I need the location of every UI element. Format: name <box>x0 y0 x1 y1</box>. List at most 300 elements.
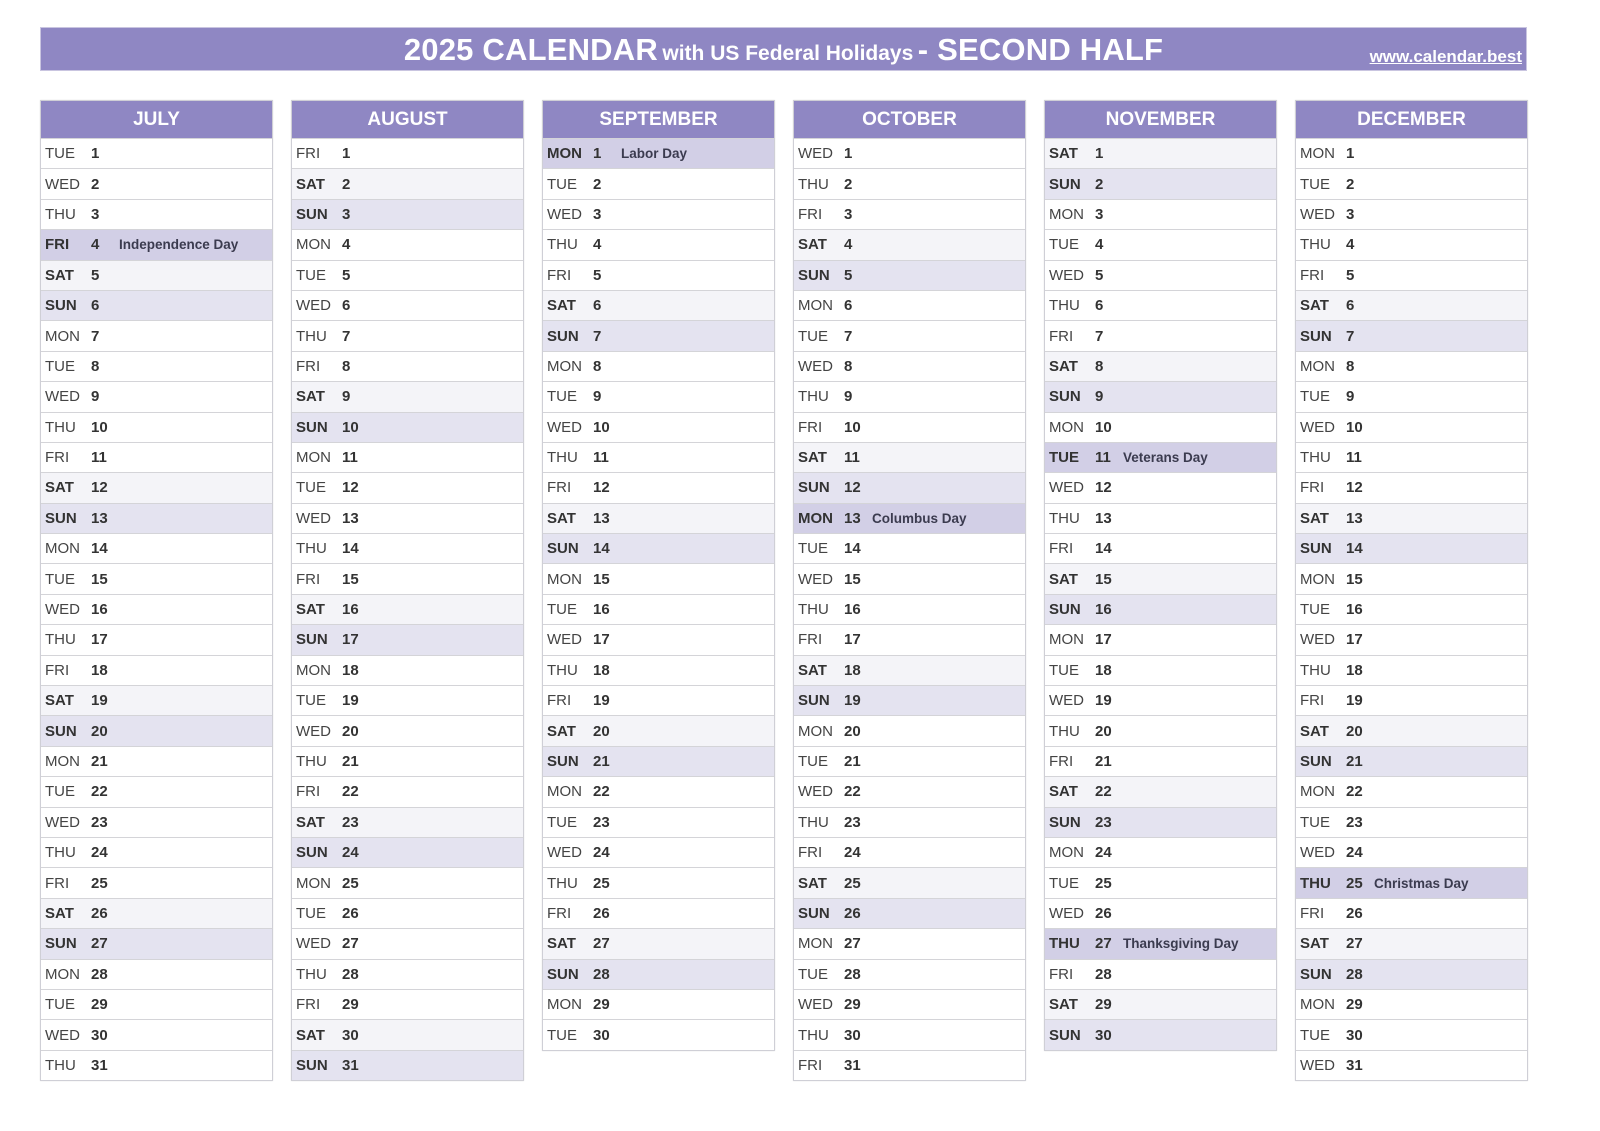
day-number: 23 <box>844 813 861 831</box>
weekday-label: FRI <box>1049 753 1074 770</box>
weekday-label: MON <box>45 540 80 558</box>
weekday-label: FRI <box>798 631 823 649</box>
day-number: 1 <box>593 145 602 163</box>
day-number: 21 <box>844 753 861 770</box>
day-number: 13 <box>91 509 108 527</box>
day-number: 1 <box>342 145 351 163</box>
day-row <box>543 959 774 989</box>
day-number: 1 <box>844 145 853 163</box>
weekday-label: FRI <box>296 145 321 163</box>
day-row <box>1296 898 1527 928</box>
day-row <box>292 381 523 411</box>
day-row <box>1296 412 1527 442</box>
weekday-label: WED <box>1300 205 1335 223</box>
weekday-label: WED <box>547 844 582 862</box>
day-row <box>1296 229 1527 259</box>
day-row <box>543 351 774 381</box>
weekday-label: MON <box>547 145 582 163</box>
day-row <box>292 685 523 715</box>
day-number: 6 <box>844 297 853 315</box>
day-row <box>1045 867 1276 897</box>
day-number: 15 <box>91 570 108 588</box>
holiday-row <box>794 503 1025 533</box>
weekday-label: TUE <box>1049 236 1079 254</box>
day-number: 30 <box>1095 1026 1112 1044</box>
day-row <box>1296 472 1527 502</box>
day-number: 2 <box>91 175 100 193</box>
day-row <box>794 442 1025 472</box>
day-number: 9 <box>1095 388 1104 406</box>
day-row <box>543 594 774 624</box>
weekday-label: SAT <box>1049 145 1078 163</box>
day-number: 7 <box>91 327 100 345</box>
weekday-label: WED <box>45 813 80 831</box>
day-number: 2 <box>1346 175 1355 193</box>
weekday-label: SUN <box>296 205 328 223</box>
weekday-label: FRI <box>296 996 321 1014</box>
day-row <box>1045 290 1276 320</box>
day-row <box>1045 837 1276 867</box>
day-number: 16 <box>91 601 108 619</box>
weekday-label: WED <box>1049 904 1084 922</box>
day-number: 18 <box>1346 661 1363 679</box>
holiday-row <box>1045 928 1276 958</box>
day-number: 29 <box>1095 996 1112 1014</box>
weekday-label: MON <box>798 935 833 953</box>
weekday-label: SAT <box>547 935 576 953</box>
day-number: 22 <box>342 783 359 801</box>
day-number: 8 <box>593 357 602 375</box>
day-number: 7 <box>1346 327 1355 345</box>
day-number: 25 <box>91 874 108 892</box>
day-row <box>41 989 272 1019</box>
weekday-label: FRI <box>45 449 70 467</box>
weekday-label: TUE <box>1300 601 1330 619</box>
weekday-label: WED <box>798 145 833 163</box>
weekday-label: SAT <box>547 722 576 740</box>
weekday-label: THU <box>45 418 76 436</box>
day-row <box>292 594 523 624</box>
day-number: 24 <box>91 844 108 862</box>
day-row <box>1045 898 1276 928</box>
weekday-label: TUE <box>547 175 577 193</box>
day-row <box>1045 199 1276 229</box>
day-row <box>1296 624 1527 654</box>
weekday-label: TUE <box>45 357 75 375</box>
weekday-label: TUE <box>296 692 326 710</box>
day-number: 4 <box>844 236 853 254</box>
day-number: 6 <box>91 297 100 315</box>
weekday-label: SUN <box>1049 601 1081 619</box>
weekday-label: THU <box>798 175 829 193</box>
day-row <box>543 472 774 502</box>
day-row <box>41 898 272 928</box>
day-number: 13 <box>593 509 610 527</box>
day-row <box>41 959 272 989</box>
day-row <box>1296 381 1527 411</box>
day-number: 26 <box>1095 904 1112 922</box>
day-number: 5 <box>1346 266 1355 284</box>
day-row <box>41 594 272 624</box>
day-number: 2 <box>593 175 602 193</box>
weekday-label: SAT <box>296 1026 325 1044</box>
day-row <box>41 1019 272 1049</box>
weekday-label: THU <box>798 1026 829 1044</box>
day-row <box>292 351 523 381</box>
weekday-label: SUN <box>1049 813 1081 831</box>
weekday-label: THU <box>798 388 829 406</box>
weekday-label: MON <box>798 297 833 315</box>
day-row <box>1045 381 1276 411</box>
day-row <box>41 442 272 472</box>
weekday-label: THU <box>1049 297 1080 315</box>
weekday-label: MON <box>1300 357 1335 375</box>
day-row <box>543 1019 774 1049</box>
weekday-label: TUE <box>798 327 828 345</box>
day-number: 7 <box>844 327 853 345</box>
day-row <box>543 290 774 320</box>
day-number: 8 <box>844 357 853 375</box>
holiday-name: Labor Day <box>621 146 688 162</box>
day-number: 25 <box>1346 874 1363 892</box>
day-row <box>41 472 272 502</box>
day-number: 6 <box>1346 297 1355 315</box>
day-number: 24 <box>1346 844 1363 862</box>
weekday-label: SUN <box>1300 327 1332 345</box>
weekday-label: WED <box>798 570 833 588</box>
day-row <box>1045 807 1276 837</box>
day-number: 11 <box>1095 449 1111 467</box>
title-dash: - <box>917 32 938 67</box>
day-number: 25 <box>342 874 359 892</box>
weekday-label: THU <box>1300 449 1331 467</box>
day-number: 10 <box>844 418 861 436</box>
day-number: 23 <box>342 813 359 831</box>
day-number: 25 <box>1095 874 1112 892</box>
weekday-label: SAT <box>1049 570 1078 588</box>
day-row <box>1296 1019 1527 1049</box>
weekday-label: WED <box>296 297 331 315</box>
day-row <box>794 746 1025 776</box>
weekday-label: WED <box>1049 266 1084 284</box>
day-number: 28 <box>1095 965 1112 983</box>
weekday-label: TUE <box>798 753 828 770</box>
day-number: 15 <box>593 570 610 588</box>
day-number: 24 <box>1095 844 1112 862</box>
month-july <box>40 100 273 1081</box>
weekday-label: TUE <box>1300 1026 1330 1044</box>
day-number: 8 <box>1346 357 1355 375</box>
day-number: 14 <box>342 540 359 558</box>
day-row <box>292 867 523 897</box>
weekday-label: THU <box>296 327 327 345</box>
day-number: 19 <box>342 692 359 710</box>
weekday-label: SAT <box>798 661 827 679</box>
day-row <box>292 229 523 259</box>
day-number: 28 <box>91 965 108 983</box>
day-row <box>1296 807 1527 837</box>
day-row <box>292 412 523 442</box>
day-row <box>1045 594 1276 624</box>
weekday-label: SAT <box>1049 357 1078 375</box>
weekday-label: MON <box>1300 996 1335 1014</box>
weekday-label: SUN <box>1049 1026 1081 1044</box>
day-row <box>1296 351 1527 381</box>
day-row <box>1045 320 1276 350</box>
day-row <box>794 533 1025 563</box>
weekday-label: FRI <box>45 874 70 892</box>
day-number: 26 <box>342 904 359 922</box>
day-number: 29 <box>91 996 108 1014</box>
weekday-label: WED <box>1049 479 1084 497</box>
weekday-label: THU <box>547 449 578 467</box>
day-number: 16 <box>1346 601 1363 619</box>
month-december <box>1295 100 1528 1081</box>
day-number: 27 <box>342 935 359 953</box>
holiday-name: Columbus Day <box>872 510 967 526</box>
day-row <box>543 624 774 654</box>
day-row <box>543 898 774 928</box>
day-number: 22 <box>1346 783 1363 801</box>
day-row <box>1296 168 1527 198</box>
day-row <box>1045 138 1276 168</box>
weekday-label: THU <box>798 813 829 831</box>
weekday-label: FRI <box>45 661 70 679</box>
weekday-label: WED <box>296 935 331 953</box>
weekday-label: TUE <box>1300 813 1330 831</box>
day-number: 16 <box>1095 601 1112 619</box>
day-row <box>1045 715 1276 745</box>
weekday-label: SUN <box>296 631 328 649</box>
weekday-label: SAT <box>45 904 74 922</box>
day-row <box>292 1050 523 1080</box>
month-header: DECEMBER <box>1296 101 1527 138</box>
day-number: 30 <box>844 1026 861 1044</box>
weekday-label: WED <box>1300 844 1335 862</box>
weekday-label: TUE <box>1049 874 1079 892</box>
holiday-name: Independence Day <box>119 237 239 253</box>
day-row <box>543 685 774 715</box>
day-number: 9 <box>1346 388 1355 406</box>
day-number: 6 <box>593 297 602 315</box>
weekday-label: THU <box>45 205 76 223</box>
weekday-label: TUE <box>296 266 326 284</box>
day-number: 14 <box>844 540 861 558</box>
weekday-label: FRI <box>1049 540 1074 558</box>
day-number: 1 <box>1095 145 1104 163</box>
day-row <box>292 776 523 806</box>
holiday-name: Christmas Day <box>1374 875 1469 891</box>
day-number: 1 <box>91 145 100 163</box>
day-number: 4 <box>91 236 100 254</box>
day-row <box>794 837 1025 867</box>
weekday-label: FRI <box>1300 266 1325 284</box>
day-number: 9 <box>91 388 100 406</box>
day-row <box>543 503 774 533</box>
weekday-label: SUN <box>296 418 328 436</box>
day-row <box>794 989 1025 1019</box>
weekday-label: MON <box>296 874 331 892</box>
day-row <box>41 837 272 867</box>
day-number: 27 <box>1095 935 1112 953</box>
weekday-label: SAT <box>1049 783 1078 801</box>
day-number: 5 <box>844 266 853 284</box>
day-row <box>292 1019 523 1049</box>
day-row <box>292 138 523 168</box>
weekday-label: MON <box>798 509 833 527</box>
day-row <box>543 381 774 411</box>
day-row <box>543 229 774 259</box>
weekday-label: SUN <box>547 753 579 770</box>
day-number: 18 <box>1095 661 1112 679</box>
weekday-label: SUN <box>798 904 830 922</box>
day-number: 19 <box>1095 692 1112 710</box>
day-row <box>1296 746 1527 776</box>
day-row <box>1296 1050 1527 1080</box>
day-row <box>292 898 523 928</box>
day-row <box>41 503 272 533</box>
day-number: 3 <box>844 205 853 223</box>
day-row <box>292 715 523 745</box>
day-row <box>41 138 272 168</box>
weekday-label: FRI <box>547 266 572 284</box>
day-row <box>1296 442 1527 472</box>
weekday-label: FRI <box>798 205 823 223</box>
day-row <box>1296 837 1527 867</box>
day-number: 16 <box>342 601 359 619</box>
day-number: 21 <box>1095 753 1112 770</box>
day-number: 24 <box>342 844 359 862</box>
holiday-name: Thanksgiving Day <box>1123 936 1239 952</box>
day-number: 20 <box>1346 722 1363 740</box>
weekday-label: WED <box>296 509 331 527</box>
weekday-label: MON <box>547 996 582 1014</box>
title-half: SECOND HALF <box>937 32 1164 67</box>
day-row <box>543 260 774 290</box>
website-link[interactable]: www.calendar.best <box>1369 47 1522 66</box>
day-number: 12 <box>91 479 108 497</box>
day-row <box>794 260 1025 290</box>
weekday-label: FRI <box>1049 965 1074 983</box>
day-row <box>1296 320 1527 350</box>
weekday-label: SAT <box>45 479 74 497</box>
day-number: 12 <box>593 479 610 497</box>
day-number: 25 <box>593 874 610 892</box>
weekday-label: FRI <box>798 418 823 436</box>
day-row <box>543 442 774 472</box>
day-row <box>543 168 774 198</box>
weekday-label: THU <box>45 1056 76 1074</box>
day-row <box>41 685 272 715</box>
day-row <box>1296 563 1527 593</box>
weekday-label: SUN <box>1300 753 1332 770</box>
weekday-label: SAT <box>296 813 325 831</box>
weekday-label: MON <box>1049 844 1084 862</box>
day-number: 30 <box>342 1026 359 1044</box>
day-number: 10 <box>593 418 610 436</box>
day-number: 15 <box>342 570 359 588</box>
day-row <box>1296 138 1527 168</box>
day-row <box>292 168 523 198</box>
day-number: 10 <box>1346 418 1363 436</box>
weekday-label: FRI <box>1300 479 1325 497</box>
weekday-label: WED <box>1300 418 1335 436</box>
day-row <box>41 260 272 290</box>
day-row <box>41 381 272 411</box>
day-row <box>1296 655 1527 685</box>
weekday-label: MON <box>798 722 833 740</box>
day-row <box>292 503 523 533</box>
weekday-label: TUE <box>798 540 828 558</box>
day-row <box>794 381 1025 411</box>
day-row <box>543 563 774 593</box>
weekday-label: MON <box>45 327 80 345</box>
weekday-label: FRI <box>547 904 572 922</box>
weekday-label: TUE <box>296 479 326 497</box>
day-row <box>1045 746 1276 776</box>
day-number: 3 <box>91 205 100 223</box>
day-number: 3 <box>1346 205 1355 223</box>
day-number: 5 <box>91 266 100 284</box>
weekday-label: SAT <box>1300 935 1329 953</box>
day-row <box>292 199 523 229</box>
day-number: 20 <box>1095 722 1112 740</box>
day-row <box>1045 472 1276 502</box>
month-header: NOVEMBER <box>1045 101 1276 138</box>
weekday-label: TUE <box>547 601 577 619</box>
day-row <box>41 320 272 350</box>
weekday-label: THU <box>1049 935 1080 953</box>
day-number: 24 <box>844 844 861 862</box>
day-number: 21 <box>91 753 108 770</box>
day-row <box>1045 624 1276 654</box>
day-number: 15 <box>844 570 861 588</box>
day-number: 18 <box>593 661 610 679</box>
weekday-label: WED <box>45 1026 80 1044</box>
weekday-label: THU <box>547 661 578 679</box>
day-number: 9 <box>593 388 602 406</box>
day-row <box>1296 503 1527 533</box>
weekday-label: TUE <box>1300 388 1330 406</box>
day-row <box>1045 351 1276 381</box>
day-number: 30 <box>91 1026 108 1044</box>
day-number: 17 <box>1095 631 1112 649</box>
day-number: 4 <box>1095 236 1104 254</box>
day-row <box>41 563 272 593</box>
day-row <box>41 412 272 442</box>
day-number: 10 <box>342 418 359 436</box>
day-number: 17 <box>91 631 108 649</box>
day-number: 29 <box>593 996 610 1014</box>
weekday-label: MON <box>45 965 80 983</box>
day-row <box>1045 685 1276 715</box>
day-row <box>41 746 272 776</box>
day-number: 4 <box>342 236 351 254</box>
month-november <box>1044 100 1277 1051</box>
day-number: 12 <box>844 479 861 497</box>
day-row <box>41 655 272 685</box>
day-number: 23 <box>91 813 108 831</box>
day-row <box>292 837 523 867</box>
weekday-label: FRI <box>798 844 823 862</box>
day-number: 19 <box>844 692 861 710</box>
weekday-label: SAT <box>547 509 576 527</box>
day-number: 28 <box>1346 965 1363 983</box>
weekday-label: SAT <box>798 874 827 892</box>
day-number: 27 <box>1346 935 1363 953</box>
weekday-label: MON <box>1300 145 1335 163</box>
weekday-label: FRI <box>1300 692 1325 710</box>
